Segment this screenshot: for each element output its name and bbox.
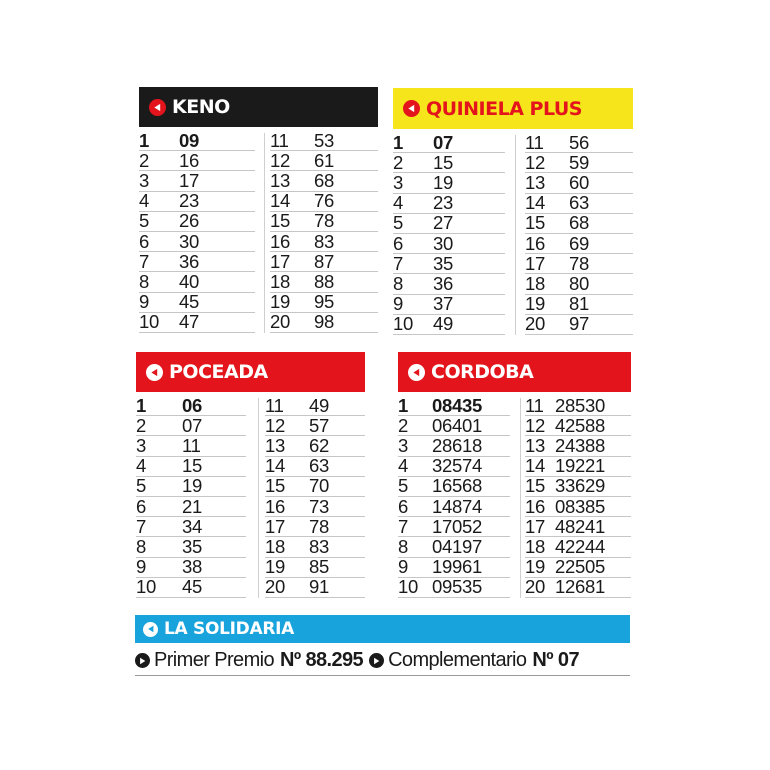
result-number: 87	[314, 250, 334, 272]
result-number: 28530	[555, 394, 605, 416]
result-position: 9	[398, 556, 408, 578]
result-number: 19961	[432, 556, 482, 578]
result-number: 35	[182, 535, 202, 557]
result-number: 56	[569, 131, 589, 153]
quiniela-plus-title: QUINIELA PLUS	[426, 97, 582, 120]
result-position: 2	[136, 414, 146, 436]
result-row	[136, 558, 246, 578]
result-position: 20	[270, 311, 290, 333]
result-position: 18	[265, 535, 285, 557]
result-row	[525, 254, 633, 274]
result-position: 6	[139, 230, 149, 252]
result-row	[265, 537, 365, 557]
result-row	[136, 497, 246, 517]
result-number: 36	[433, 272, 453, 294]
result-position: 9	[139, 291, 149, 313]
arrow-left-icon	[149, 99, 166, 116]
result-number: 53	[314, 129, 334, 151]
result-position: 18	[525, 272, 545, 294]
cordoba-panel	[398, 352, 631, 598]
result-row	[393, 153, 505, 173]
result-position: 2	[398, 414, 408, 436]
result-row	[525, 517, 631, 537]
result-number: 36	[179, 250, 199, 272]
result-number: 21	[182, 495, 202, 517]
result-position: 17	[525, 252, 545, 274]
result-position: 12	[525, 151, 545, 173]
result-position: 11	[270, 129, 289, 151]
result-row	[265, 396, 365, 416]
result-position: 8	[136, 535, 146, 557]
result-number: 78	[314, 210, 334, 232]
result-position: 14	[265, 455, 285, 477]
column-divider	[258, 398, 259, 598]
result-row	[270, 293, 378, 313]
result-number: 19	[433, 171, 453, 193]
quiniela-plus-col-right	[525, 133, 633, 335]
result-position: 17	[265, 515, 285, 537]
result-position: 1	[398, 394, 408, 416]
result-number: 16568	[432, 475, 482, 497]
result-number: 42244	[555, 535, 605, 557]
result-row	[139, 272, 255, 292]
result-number: 19221	[555, 455, 605, 477]
result-number: 33629	[555, 475, 605, 497]
cordoba-results	[398, 392, 631, 598]
result-row	[525, 416, 631, 436]
result-position: 1	[136, 394, 146, 416]
result-number: 23	[433, 192, 453, 214]
result-position: 17	[270, 250, 290, 272]
result-number: 63	[309, 455, 329, 477]
result-number: 34	[182, 515, 202, 537]
poceada-results	[136, 392, 365, 598]
result-position: 10	[398, 576, 418, 598]
result-position: 13	[270, 169, 290, 191]
result-number: 35	[433, 252, 453, 274]
result-position: 16	[525, 495, 545, 517]
result-position: 14	[270, 190, 290, 212]
result-position: 20	[525, 576, 545, 598]
result-number: 83	[314, 230, 334, 252]
primer-premio-value: Nº 88.295	[280, 649, 364, 671]
result-number: 08435	[432, 394, 482, 416]
result-position: 5	[398, 475, 408, 497]
result-row	[270, 313, 378, 333]
poceada-col-left	[136, 396, 246, 598]
result-position: 7	[393, 252, 403, 274]
result-row	[525, 214, 633, 234]
result-row	[139, 131, 255, 151]
result-row	[393, 254, 505, 274]
quiniela-plus-col-left	[393, 133, 505, 335]
result-position: 6	[398, 495, 408, 517]
result-position: 15	[270, 210, 290, 232]
result-row	[398, 558, 510, 578]
result-row	[525, 315, 633, 335]
result-number: 68	[314, 169, 334, 191]
result-number: 24388	[555, 434, 605, 456]
result-row	[398, 416, 510, 436]
result-row	[265, 497, 365, 517]
result-number: 57	[309, 414, 329, 436]
result-number: 17	[179, 169, 199, 191]
result-number: 70	[309, 475, 329, 497]
result-number: 76	[314, 190, 334, 212]
result-position: 20	[265, 576, 285, 598]
result-row	[398, 537, 510, 557]
result-number: 47	[179, 311, 199, 333]
arrow-left-icon	[146, 364, 163, 381]
result-row	[525, 234, 633, 254]
result-number: 22505	[555, 556, 605, 578]
result-row	[525, 153, 633, 173]
result-position: 2	[393, 151, 403, 173]
result-row	[270, 192, 378, 212]
result-row	[393, 194, 505, 214]
result-position: 12	[265, 414, 285, 436]
result-row	[265, 416, 365, 436]
arrow-left-icon	[143, 622, 158, 637]
result-row	[139, 192, 255, 212]
result-number: 40	[179, 270, 199, 292]
result-row	[393, 133, 505, 153]
result-number: 49	[433, 313, 453, 335]
complementario-value: Nº 07	[532, 649, 579, 671]
keno-title: KENO	[172, 96, 230, 118]
result-row	[136, 517, 246, 537]
quiniela-plus-panel	[393, 87, 633, 335]
result-row	[270, 212, 378, 232]
result-position: 7	[139, 250, 149, 272]
result-position: 1	[139, 129, 149, 151]
result-number: 30	[179, 230, 199, 252]
result-row	[398, 436, 510, 456]
result-position: 4	[398, 455, 408, 477]
result-row	[139, 252, 255, 272]
result-number: 97	[569, 313, 589, 335]
result-row	[265, 436, 365, 456]
result-row	[393, 274, 505, 294]
result-position: 11	[525, 131, 544, 153]
result-row	[525, 578, 631, 598]
result-row	[270, 232, 378, 252]
quiniela-plus-header	[393, 88, 633, 129]
result-row	[139, 151, 255, 171]
result-row	[398, 578, 510, 598]
result-row	[265, 477, 365, 497]
result-position: 1	[393, 131, 403, 153]
poceada-col-right	[265, 396, 365, 598]
result-position: 8	[139, 270, 149, 292]
result-number: 88	[314, 270, 334, 292]
result-number: 81	[569, 293, 589, 315]
result-position: 11	[525, 394, 544, 416]
result-row	[398, 396, 510, 416]
result-position: 4	[139, 190, 149, 212]
result-position: 15	[525, 475, 545, 497]
result-position: 7	[136, 515, 146, 537]
result-position: 8	[393, 272, 403, 294]
result-row	[525, 396, 631, 416]
result-position: 6	[136, 495, 146, 517]
result-position: 16	[270, 230, 290, 252]
result-position: 3	[398, 434, 408, 456]
play-icon	[369, 653, 384, 668]
play-icon	[135, 653, 150, 668]
column-divider	[515, 135, 516, 335]
solidaria-title: LA SOLIDARIA	[164, 619, 295, 639]
result-position: 9	[136, 556, 146, 578]
result-position: 19	[265, 556, 285, 578]
result-row	[393, 315, 505, 335]
result-position: 17	[525, 515, 545, 537]
result-number: 85	[309, 556, 329, 578]
result-number: 69	[569, 232, 589, 254]
result-row	[393, 173, 505, 193]
result-position: 9	[393, 293, 403, 315]
result-row	[139, 313, 255, 333]
result-position: 4	[393, 192, 403, 214]
result-row	[139, 232, 255, 252]
result-number: 30	[433, 232, 453, 254]
result-number: 62	[309, 434, 329, 456]
result-number: 27	[433, 212, 453, 234]
result-number: 98	[314, 311, 334, 333]
result-position: 12	[270, 149, 290, 171]
result-position: 14	[525, 192, 545, 214]
keno-col-right	[270, 131, 378, 333]
result-number: 78	[309, 515, 329, 537]
result-number: 07	[182, 414, 202, 436]
result-row	[398, 517, 510, 537]
result-number: 12681	[555, 576, 605, 598]
result-number: 08385	[555, 495, 605, 517]
result-row	[139, 293, 255, 313]
result-row	[525, 497, 631, 517]
result-number: 19	[182, 475, 202, 497]
result-position: 12	[525, 414, 545, 436]
poceada-header	[136, 352, 365, 392]
quiniela-plus-results	[393, 129, 633, 335]
result-number: 16	[179, 149, 199, 171]
result-row	[139, 171, 255, 191]
result-number: 38	[182, 556, 202, 578]
solidaria-header	[135, 615, 630, 643]
result-position: 14	[525, 455, 545, 477]
result-number: 42588	[555, 414, 605, 436]
result-position: 18	[270, 270, 290, 292]
cordoba-col-left	[398, 396, 510, 598]
result-row	[265, 517, 365, 537]
result-number: 06401	[432, 414, 482, 436]
result-row	[270, 151, 378, 171]
result-number: 26	[179, 210, 199, 232]
result-number: 60	[569, 171, 589, 193]
result-position: 13	[525, 434, 545, 456]
result-row	[525, 436, 631, 456]
result-number: 61	[314, 149, 334, 171]
result-row	[393, 295, 505, 315]
result-number: 14874	[432, 495, 482, 517]
result-position: 16	[265, 495, 285, 517]
keno-col-left	[139, 131, 255, 333]
result-row	[525, 274, 633, 294]
result-row	[136, 578, 246, 598]
result-position: 3	[393, 171, 403, 193]
result-row	[270, 171, 378, 191]
result-position: 3	[136, 434, 146, 456]
result-row	[525, 173, 633, 193]
column-divider	[520, 398, 521, 598]
result-position: 19	[525, 293, 545, 315]
cordoba-col-right	[525, 396, 631, 598]
result-number: 48241	[555, 515, 605, 537]
result-position: 4	[136, 455, 146, 477]
result-number: 15	[433, 151, 453, 173]
result-position: 10	[393, 313, 413, 335]
result-number: 80	[569, 272, 589, 294]
result-row	[136, 436, 246, 456]
result-position: 5	[393, 212, 403, 234]
result-row	[393, 214, 505, 234]
result-row	[136, 396, 246, 416]
result-number: 23	[179, 190, 199, 212]
result-row	[265, 578, 365, 598]
result-row	[525, 537, 631, 557]
complementario-label: Complementario	[388, 649, 527, 671]
result-row	[139, 212, 255, 232]
arrow-left-icon	[403, 100, 420, 117]
result-number: 32574	[432, 455, 482, 477]
result-number: 09	[179, 129, 199, 151]
arrow-left-icon	[408, 364, 425, 381]
result-number: 59	[569, 151, 589, 173]
result-number: 09535	[432, 576, 482, 598]
result-row	[136, 416, 246, 436]
poceada-title: POCEADA	[169, 361, 268, 383]
result-row	[525, 477, 631, 497]
result-number: 95	[314, 291, 334, 313]
column-divider	[264, 133, 265, 333]
result-position: 15	[265, 475, 285, 497]
result-number: 37	[433, 293, 453, 315]
result-position: 13	[265, 434, 285, 456]
result-row	[136, 537, 246, 557]
result-position: 13	[525, 171, 545, 193]
result-number: 04197	[432, 535, 482, 557]
result-row	[265, 558, 365, 578]
result-position: 18	[525, 535, 545, 557]
result-position: 19	[270, 291, 290, 313]
result-number: 45	[179, 291, 199, 313]
result-row	[525, 457, 631, 477]
result-number: 45	[182, 576, 202, 598]
result-position: 11	[265, 394, 284, 416]
result-row	[270, 272, 378, 292]
result-position: 10	[139, 311, 159, 333]
result-row	[270, 252, 378, 272]
poceada-panel	[136, 352, 365, 598]
cordoba-title: CORDOBA	[431, 361, 534, 383]
result-row	[525, 295, 633, 315]
result-position: 5	[136, 475, 146, 497]
solidaria-results	[135, 646, 630, 676]
result-number: 78	[569, 252, 589, 274]
result-position: 10	[136, 576, 156, 598]
keno-results	[139, 127, 378, 333]
result-row	[525, 558, 631, 578]
result-number: 49	[309, 394, 329, 416]
result-position: 20	[525, 313, 545, 335]
result-number: 91	[309, 576, 329, 598]
result-row	[525, 194, 633, 214]
result-number: 63	[569, 192, 589, 214]
result-number: 68	[569, 212, 589, 234]
primer-premio-label: Primer Premio	[154, 649, 274, 671]
cordoba-header	[398, 352, 631, 392]
result-position: 5	[139, 210, 149, 232]
result-position: 6	[393, 232, 403, 254]
result-number: 83	[309, 535, 329, 557]
result-position: 8	[398, 535, 408, 557]
result-number: 17052	[432, 515, 482, 537]
result-number: 73	[309, 495, 329, 517]
result-row	[398, 477, 510, 497]
result-position: 15	[525, 212, 545, 234]
keno-header	[139, 87, 378, 127]
result-row	[398, 497, 510, 517]
result-row	[270, 131, 378, 151]
result-number: 28618	[432, 434, 482, 456]
result-number: 06	[182, 394, 202, 416]
result-row	[398, 457, 510, 477]
result-number: 07	[433, 131, 453, 153]
result-position: 2	[139, 149, 149, 171]
result-row	[265, 457, 365, 477]
result-position: 3	[139, 169, 149, 191]
result-position: 16	[525, 232, 545, 254]
result-row	[136, 477, 246, 497]
result-row	[136, 457, 246, 477]
result-number: 11	[182, 434, 201, 456]
result-number: 15	[182, 455, 202, 477]
result-row	[525, 133, 633, 153]
result-position: 19	[525, 556, 545, 578]
result-position: 7	[398, 515, 408, 537]
keno-panel	[139, 87, 378, 333]
result-row	[393, 234, 505, 254]
